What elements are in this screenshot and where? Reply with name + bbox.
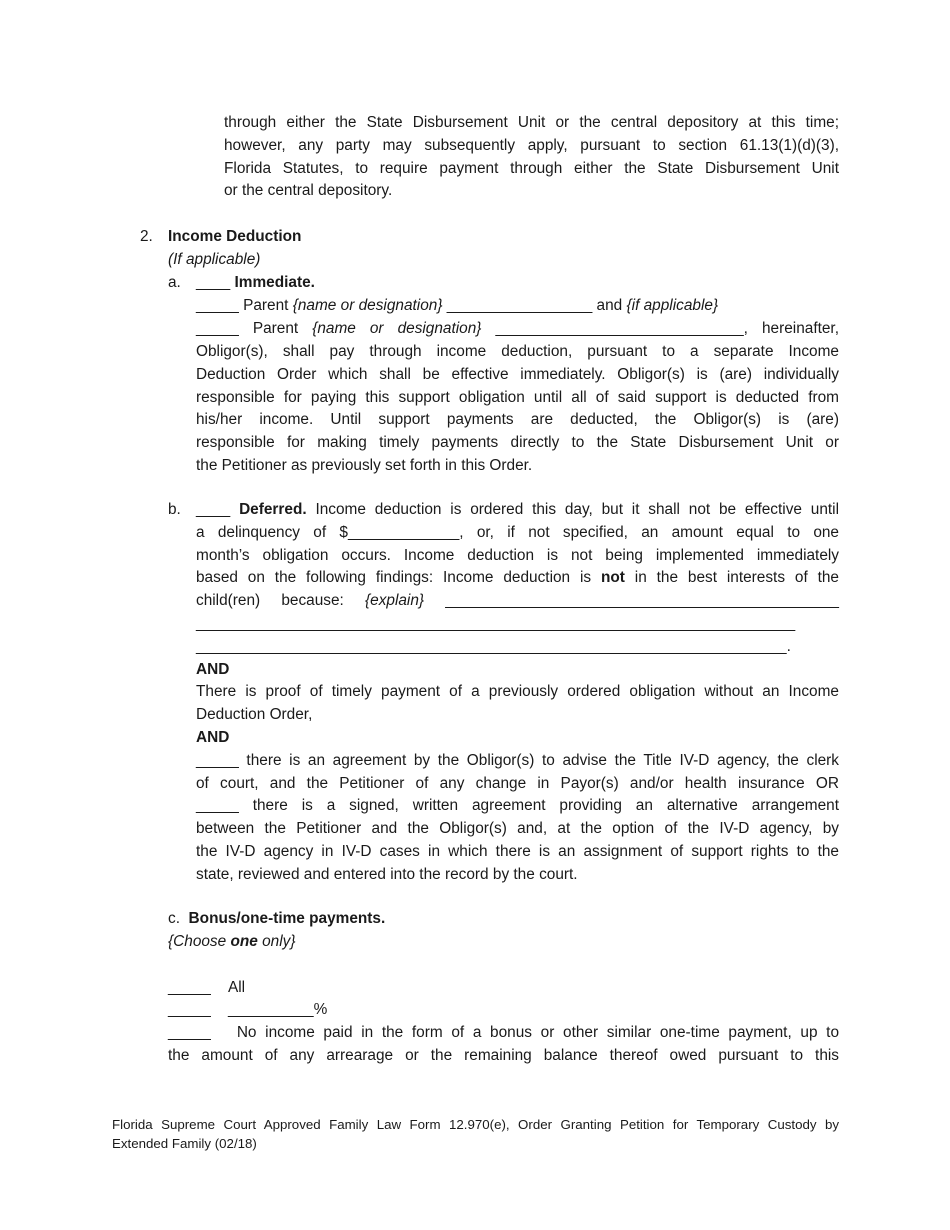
item-a-body-line: the Petitioner as previously set forth in this Order.	[196, 456, 533, 474]
parent-1-name-blank[interactable]: _________________	[442, 297, 597, 314]
item-a-parent-line-2	[196, 318, 839, 341]
parent-label: Parent	[238, 320, 313, 337]
item-b-text: based on the following findings: Income deduction is	[196, 569, 601, 587]
explain-hint: {explain}	[365, 592, 425, 610]
option-none-line-2: the amount of any arrearage or the remaining balance thereof owed pursuant to this	[168, 1046, 839, 1064]
not-emphasis: not	[600, 569, 625, 587]
section-2-note: (If applicable)	[168, 251, 261, 268]
option-none-blank[interactable]: _____	[168, 1024, 211, 1041]
explain-blank-line[interactable]: _____________________________________________________________________.	[196, 637, 791, 655]
option-none-line-1	[168, 1022, 839, 1045]
and-connector: AND	[196, 660, 230, 678]
continuation-line: or the central depository.	[224, 182, 393, 200]
item-c-letter: c.	[168, 910, 180, 927]
item-b-checkbox-blank[interactable]: ____	[196, 501, 231, 518]
parent-label: Parent	[238, 297, 293, 314]
item-b-body	[196, 499, 839, 887]
item-a-body-line: responsible for making timely payments directly to the State Disbursement Unit or	[196, 434, 839, 452]
agreement-line: between the Petitioner and the Obligor(s) and, at the option of the IV-D agency, by	[196, 820, 839, 838]
option-percent-blank[interactable]: _____	[168, 1001, 211, 1018]
item-b-line-3: month’s obligation occurs. Income deduction is not being implemented immediately	[196, 546, 839, 564]
choose-one-emphasis: one	[230, 933, 258, 950]
parent-2-name-blank[interactable]: _____________________________, hereinafter,	[481, 320, 839, 337]
item-b-line-2: a delinquency of $_____________, or, if not specified, an amount equal to one	[196, 523, 839, 541]
item-a-body-line: responsible for paying this support obligation until all of said support is deducted from	[196, 388, 839, 406]
item-a-checkbox-blank[interactable]: ____	[196, 274, 231, 291]
item-a-body-line: Deduction Order which shall be effective immediately. Obligor(s) is (are) individually	[196, 365, 839, 383]
item-a-body	[196, 341, 839, 478]
choose-text: only}	[257, 933, 296, 950]
continuation-paragraph	[224, 112, 839, 203]
and-connector: AND	[196, 728, 230, 746]
proof-line: Deduction Order,	[196, 706, 313, 724]
explain-blank[interactable]: ______________________________________________	[424, 592, 839, 610]
item-a-body-line: his/her income. Until support payments are deducted, the Obligor(s) is (are)	[196, 411, 839, 429]
choose-text: {Choose	[168, 933, 231, 950]
agreement-line: state, reviewed and entered into the record by the court.	[196, 865, 578, 883]
continuation-line: however, any party may subsequently apply, pursuant to section 61.13(1)(d)(3),	[224, 136, 839, 154]
agreement-line: _____ there is a signed, written agreement providing an alternative arrangement	[196, 797, 839, 815]
item-b-line-4	[196, 567, 839, 590]
and-label: and	[596, 297, 627, 314]
footer-line-2: Extended Family (02/18)	[112, 1136, 257, 1151]
item-b-letter: b.	[168, 501, 181, 518]
option-percent-field[interactable]: __________%	[228, 1001, 328, 1018]
item-a-title: Immediate.	[234, 274, 315, 291]
section-2-number: 2.	[140, 228, 153, 245]
item-c-heading	[168, 908, 385, 931]
choose-one-instruction	[168, 931, 296, 954]
agreement-line: of court, and the Petitioner of any change in Payor(s) and/or health insurance OR	[196, 774, 839, 792]
name-designation-hint: {name or designation}	[292, 297, 443, 314]
parent-2-blank[interactable]: _____	[196, 320, 239, 337]
parent-1-blank[interactable]: _____	[196, 297, 239, 314]
item-b-text: Income deduction is ordered this day, but it shall not be effective until	[306, 501, 839, 518]
item-b-line-5	[196, 590, 839, 613]
item-a-parent-line-1	[196, 295, 839, 318]
option-none-text: No income paid in the form of a bonus or other similar one-time payment, up to	[236, 1024, 840, 1041]
item-a-heading	[196, 272, 315, 295]
explain-blank-line[interactable]: ______________________________________________________________________	[196, 614, 796, 632]
agreement-line: _____ there is an agreement by the Obligor(s) to advise the Title IV-D agency, the clerk	[196, 751, 839, 769]
item-b-line-1	[196, 499, 839, 522]
item-c-title: Bonus/one-time payments.	[188, 910, 386, 927]
proof-line: There is proof of timely payment of a previously ordered obligation without an Income	[196, 683, 839, 701]
if-applicable-hint: {if applicable}	[626, 297, 719, 314]
item-b-text: in the best interests of the	[624, 569, 839, 587]
footer-line-1: Florida Supreme Court Approved Family Law Form 12.970(e), Order Granting Petition for Temporary Custody by	[112, 1117, 839, 1132]
item-b-text: child(ren) because:	[196, 592, 365, 610]
continuation-line: Florida Statutes, to require payment through either the State Disbursement Unit	[224, 159, 839, 177]
section-2-title: Income Deduction	[168, 228, 302, 245]
continuation-line: through either the State Disbursement Unit or the central depository at this time;	[224, 114, 839, 131]
option-all-label: All	[228, 979, 246, 996]
option-all-blank[interactable]: _____	[168, 979, 211, 996]
item-a-body-line: Obligor(s), shall pay through income deduction, pursuant to a separate Income	[196, 343, 839, 360]
item-a-letter: a.	[168, 274, 181, 291]
agreement-line: the IV-D agency in IV-D cases in which there is an assignment of support rights to the	[196, 842, 839, 860]
name-designation-hint: {name or designation}	[312, 320, 482, 337]
option-none-paragraph	[168, 1022, 839, 1068]
item-b-title: Deferred.	[239, 501, 307, 518]
page-footer	[112, 1115, 839, 1153]
